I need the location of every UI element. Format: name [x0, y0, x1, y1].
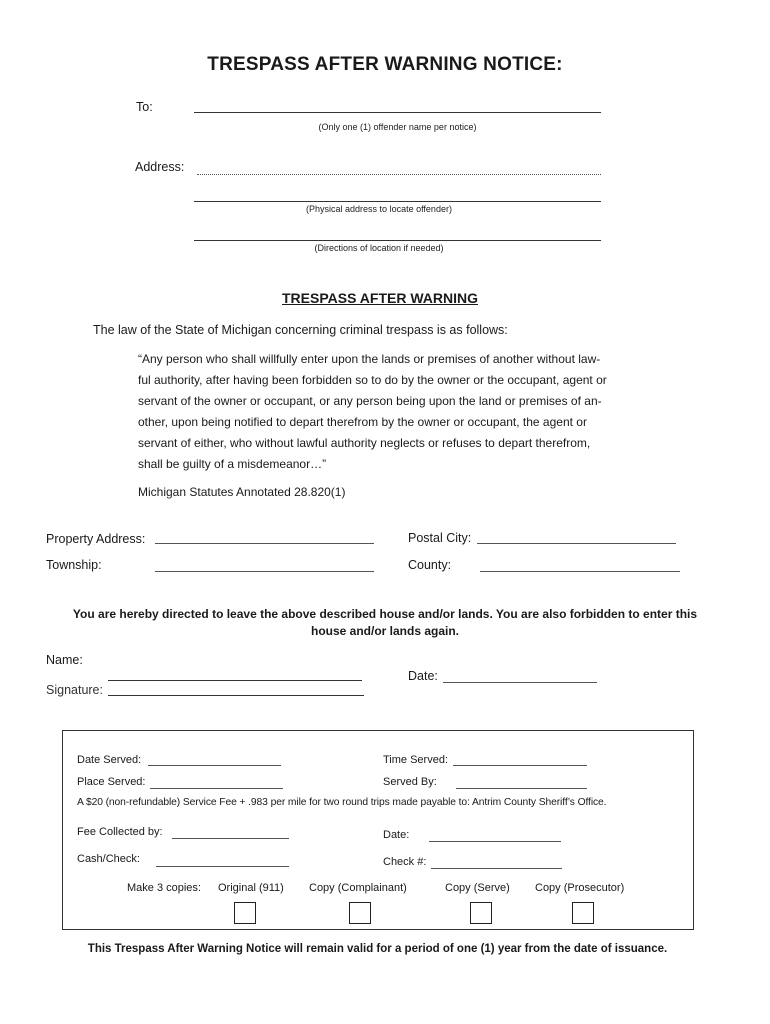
date-served-field[interactable] [148, 765, 281, 766]
statute-quote [138, 349, 658, 475]
address-note: (Physical address to locate offender) [306, 204, 452, 214]
county-label: County: [408, 558, 452, 572]
postal-city-label: Postal City: [408, 531, 472, 545]
signature-label: Signature: [46, 683, 103, 697]
copy-prosecutor-checkbox[interactable] [572, 902, 594, 924]
address-field-2[interactable] [194, 201, 601, 202]
quote-line: servant of the owner or occupant, or any person being upon the land or premises of an- [138, 394, 602, 408]
address-label: Address: [135, 160, 185, 174]
to-field[interactable] [194, 112, 601, 113]
time-served-label: Time Served: [383, 754, 449, 766]
directive-line: house and/or lands again. [310, 624, 460, 638]
check-number-field[interactable] [431, 868, 562, 869]
date-field[interactable] [443, 682, 597, 683]
box-date-label: Date: [383, 829, 410, 841]
property-address-field[interactable] [155, 543, 374, 544]
postal-city-field[interactable] [477, 543, 676, 544]
date-label: Date: [408, 669, 438, 683]
served-by-field[interactable] [456, 788, 587, 789]
directions-field[interactable] [194, 240, 601, 241]
cash-check-label: Cash/Check: [77, 853, 140, 865]
law-intro: The law of the State of Michigan concerning criminal trespass is as follows: [93, 323, 508, 337]
quote-line: “Any person who shall willfully enter upon the lands or premises of another without law- [138, 352, 601, 366]
directive-line: You are hereby directed to leave the above described house and/or lands. You are also forbidden to enter this [72, 607, 698, 621]
township-field[interactable] [155, 571, 374, 572]
date-served-label: Date Served: [77, 754, 142, 766]
check-number-label: Check #: [383, 856, 427, 868]
signature-field[interactable] [108, 695, 364, 696]
box-date-field[interactable] [429, 841, 561, 842]
property-address-label: Property Address: [46, 532, 146, 546]
page-title: TRESPASS AFTER WARNING NOTICE: [207, 54, 563, 75]
copy-complainant-label: Copy (Complainant) [309, 882, 407, 894]
place-served-field[interactable] [150, 788, 283, 789]
directions-note: (Directions of location if needed) [314, 243, 444, 253]
copy-serve-label: Copy (Serve) [445, 882, 510, 894]
statute-citation: Michigan Statutes Annotated 28.820(1) [138, 485, 346, 499]
copy-prosecutor-label: Copy (Prosecutor) [535, 882, 625, 894]
section-heading: TRESPASS AFTER WARNING [281, 290, 478, 306]
service-fee-text: A $20 (non-refundable) Service Fee + .983 per mile for two round trips made payable to: Antrim County Sheriff’s Office. [77, 797, 607, 808]
quote-line: shall be guilty of a misdemeanor…” [138, 457, 327, 471]
quote-line: servant of either, who without lawful authority neglects or refuses to depart therefrom, [138, 436, 591, 450]
served-by-label: Served By: [383, 776, 437, 788]
cash-check-field[interactable] [156, 866, 289, 867]
time-served-field[interactable] [453, 765, 587, 766]
copy-serve-checkbox[interactable] [470, 902, 492, 924]
quote-line: ful authority, after having been forbidden so to do by the owner or the occupant, agent or [138, 373, 607, 387]
to-note: (Only one (1) offender name per notice) [318, 122, 477, 132]
validity-notice: This Trespass After Warning Notice will remain valid for a period of one (1) year from the date of issuance. [87, 943, 668, 955]
fee-collected-field[interactable] [172, 838, 289, 839]
name-field[interactable] [108, 680, 362, 681]
copy-complainant-checkbox[interactable] [349, 902, 371, 924]
to-label: To: [136, 100, 153, 114]
place-served-label: Place Served: [77, 776, 146, 788]
township-label: Township: [46, 558, 102, 572]
copies-label: Make 3 copies: [127, 882, 201, 894]
county-field[interactable] [480, 571, 680, 572]
quote-line: other, upon being notified to depart therefrom by the owner or occupant, the agent or [138, 415, 587, 429]
copy-original-checkbox[interactable] [234, 902, 256, 924]
copy-original-label: Original (911) [218, 882, 284, 894]
name-label: Name: [46, 653, 83, 667]
fee-collected-label: Fee Collected by: [77, 826, 163, 838]
address-field-1[interactable] [197, 174, 601, 175]
directive-text [40, 606, 730, 640]
